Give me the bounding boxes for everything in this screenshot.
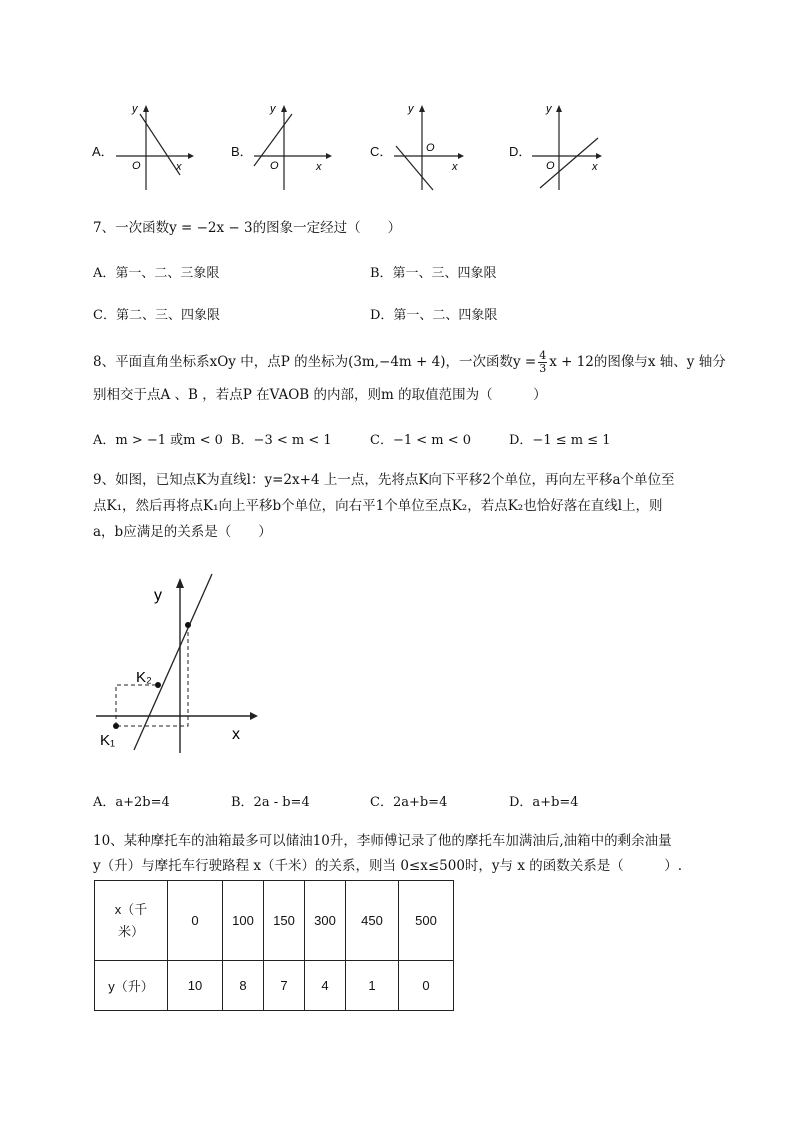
q7-option-b[interactable]: B．第一、三、四象限	[370, 266, 497, 281]
table-cell: 450	[346, 881, 399, 961]
table-header-x	[95, 881, 168, 961]
q7-option-d[interactable]: D．第一、二、四象限	[370, 308, 498, 323]
question-9-line1: 9、如图，已知点K为直线l：y=2x+4 上一点，先将点K向下平移2个单位，再向左平移a个单位至	[93, 472, 675, 488]
question-7-stem: 7、一次函数y = −2x − 3的图象一定经过（ ）	[93, 220, 402, 236]
q8-text-a: 8、平面直角坐标系xOy 中，点P 的坐标为(3m,−4m + 4)，一次函数y =	[93, 354, 537, 370]
x-axis-label: x	[176, 161, 182, 173]
table-cell: 0	[399, 961, 454, 1011]
q7-option-c[interactable]: C．第二、三、四象限	[93, 308, 220, 323]
option-c-letter: C．	[370, 144, 393, 159]
q9-option-a[interactable]: A．a+2b=4	[93, 795, 170, 810]
point-k1	[113, 723, 119, 729]
q9-option-d[interactable]: D．a+b=4	[509, 795, 579, 810]
origin-label: O	[270, 160, 279, 172]
y-axis-label: y	[408, 103, 414, 115]
line-l	[134, 574, 212, 750]
point-k	[185, 622, 191, 628]
table-row	[95, 881, 454, 961]
table-cell: 150	[264, 881, 305, 961]
header-x-line2: 米）	[117, 923, 144, 939]
y-axis-arrow	[176, 578, 184, 588]
table-cell: 500	[399, 881, 454, 961]
y-axis-label: y	[546, 103, 552, 115]
point-k2	[155, 682, 161, 688]
option-a-letter: A．	[92, 144, 114, 159]
table-row	[95, 961, 454, 1011]
table-cell: 300	[305, 881, 346, 961]
x-axis-label: x	[592, 161, 598, 173]
graph-option-d[interactable]	[526, 100, 616, 195]
q10-table	[94, 880, 454, 1011]
question-8-line1	[93, 350, 726, 375]
option-d-letter: D．	[509, 144, 532, 159]
q9-option-b[interactable]: B．2a - b=4	[231, 795, 310, 810]
q8-option-b[interactable]: B．−3 < m < 1	[231, 433, 332, 448]
question-9-line2: 点K₁，然后再将点K₁向上平移b个单位，向右平1个单位至点K₂，若点K₂也恰好落在直线l上，则	[93, 498, 663, 514]
origin-label: O	[426, 142, 435, 154]
table-cell: 100	[223, 881, 264, 961]
table-cell: 8	[223, 961, 264, 1011]
k1-label: K₁	[100, 732, 116, 749]
q8-option-c[interactable]: C．−1 < m < 0	[370, 433, 472, 448]
x-axis-label: x	[232, 726, 240, 743]
graph-option-a[interactable]	[110, 100, 200, 195]
q7-option-a[interactable]: A．第一、二、三象限	[93, 266, 220, 281]
q8-text-b: x + 12的图像与x 轴、y 轴分	[549, 354, 726, 370]
origin-label: O	[546, 160, 555, 172]
question-8-line2: 别相交于点A 、B ，若点P 在VAOB 的内部，则m 的取值范围为（ ）	[93, 387, 547, 403]
q8-fraction	[538, 350, 547, 375]
q8-option-d[interactable]: D．−1 ≤ m ≤ 1	[509, 433, 611, 448]
table-cell: 4	[305, 961, 346, 1011]
table-cell: 0	[168, 881, 223, 961]
table-header-y: y（升）	[95, 961, 168, 1011]
q9-option-c[interactable]: C．2a+b=4	[370, 795, 448, 810]
graph-option-b[interactable]	[248, 100, 338, 195]
y-axis-label: y	[132, 103, 138, 115]
y-axis-label: y	[154, 587, 162, 604]
table-cell: 1	[346, 961, 399, 1011]
x-axis-label: x	[316, 161, 322, 173]
x-axis-arrow	[250, 712, 258, 720]
header-x-line1: x（千	[114, 901, 148, 917]
y-axis-label: y	[270, 103, 276, 115]
question-10-line1: 10、某种摩托车的油箱最多可以储油10升，李师傅记录了他的摩托车加满油后,油箱中的剩余油量	[93, 833, 672, 849]
question-10-line2: y（升）与摩托车行驶路程 x（千米）的关系，则当 0≤x≤500时，y与 x 的函数关系是（ ）.	[93, 858, 683, 874]
table-cell: 7	[264, 961, 305, 1011]
question-9-line3: a，b应满足的关系是（ ）	[93, 524, 272, 540]
graph-option-c[interactable]	[388, 100, 478, 195]
q8-option-a[interactable]: A．m > −1 或m < 0	[93, 433, 223, 448]
fraction-numerator: 4	[539, 349, 547, 362]
q9-figure	[90, 568, 270, 753]
k2-label: K₂	[136, 669, 152, 686]
x-axis-label: x	[452, 161, 458, 173]
fraction-denominator: 3	[539, 362, 547, 375]
option-b-letter: B．	[231, 144, 253, 159]
table-cell: 10	[168, 961, 223, 1011]
origin-label: O	[132, 160, 141, 172]
